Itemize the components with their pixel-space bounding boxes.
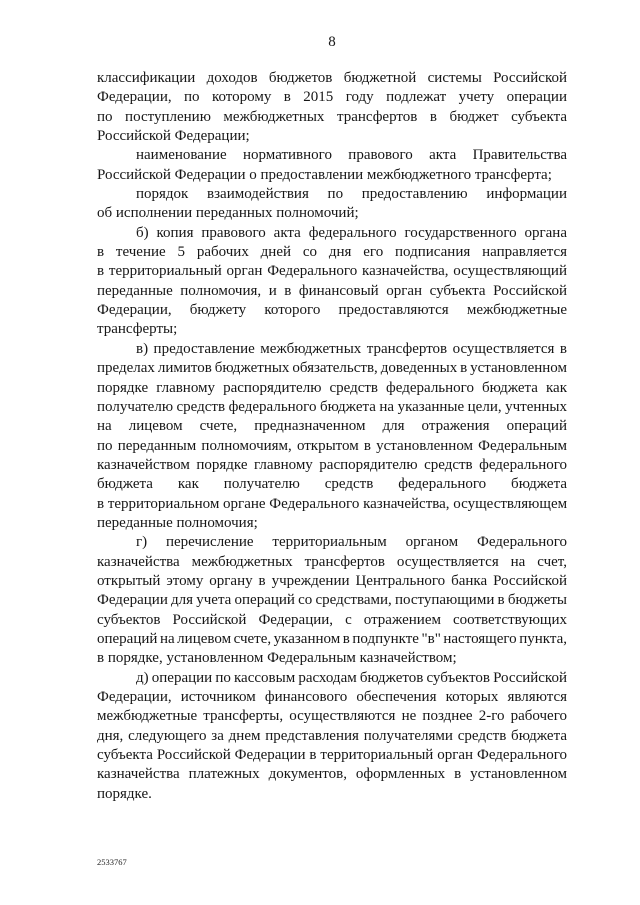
text-line: Федерации, по которому в 2015 году подлежат учету операции [97,89,567,106]
paragraph-revenue-classification [97,69,567,146]
text-line: казначейством порядке главному распорядителю средств федерального [97,456,567,473]
text-line: в порядке, установленном Федеральным казначейством; [97,650,457,667]
text-line: в течение 5 рабочих дней со дня его подписания направляется [97,244,567,261]
text-line: бюджета как получателю средств федерального бюджета [97,476,567,493]
text-line: Федерации для учета операций со средствами, поступающими в бюджеты [97,592,567,609]
text-line: казначейства платежных документов, оформленных в установленном [97,766,567,783]
text-line: б) копия правового акта федерального государственного органа [136,224,567,241]
text-line: об исполнении переданных полномочий; [97,205,359,222]
text-line: субъекта Российской Федерации в территориальный орган Федерального [97,747,567,764]
subitem-b-legal-act-copy [97,224,567,340]
text-line: порядок взаимодействия по предоставлению информации [136,186,567,203]
text-line: операций на лицевом счете, указанном в подпункте "в" настоящего пункта, [97,630,567,647]
text-line: порядке. [97,785,152,802]
text-line: д) операции по кассовым расходам бюджетов субъектов Российской [136,669,567,686]
text-line: получателю средств федерального бюджета на указанные цели, учтенных [97,398,567,415]
text-line: г) перечисление территориальным органом Федерального [136,534,567,551]
text-line: наименование нормативного правового акта Правительства [136,147,567,164]
text-line: порядке главному распорядителю средств федерального бюджета как [97,379,567,396]
paragraph-legal-act-name [97,146,567,185]
text-line: Российской Федерации о предоставлении межбюджетного трансферта; [97,166,552,183]
page-number: 8 [328,34,336,50]
text-line: Российской Федерации; [97,128,250,145]
text-line: классификации доходов бюджетов бюджетной системы Российской [97,70,567,86]
subitem-d-cash-operations [97,669,567,804]
text-line: в) предоставление межбюджетных трансфертов осуществляется в [136,340,567,357]
text-line: в территориальный орган Федерального казначейства, осуществляющий [97,263,567,280]
text-line: по переданным полномочиям, открытом в установленном Федеральным [97,437,567,454]
text-line: по поступлению межбюджетных трансфертов в бюджет субъекта [97,108,567,125]
text-line: дня, следующего за днем представления получателями средств бюджета [97,727,567,744]
text-line: пределах лимитов бюджетных обязательств, доведенных в установленном [97,360,567,377]
text-line: в территориальном органе Федерального казначейства, осуществляющем [97,495,568,512]
text-line: переданные полномочия, и в финансовый орган субъекта Российской [97,282,567,299]
text-line: Федерации, источником финансового обеспечения которых являются [97,689,567,705]
text-line: переданные полномочия; [97,514,258,531]
text-line: на лицевом счете, предназначенном для отражения операций [97,418,567,435]
text-line: межбюджетные трансферты, осуществляются не позднее 2-го рабочего [97,708,567,725]
paragraph-interaction-procedure [97,185,567,224]
text-line: трансферты; [97,321,178,338]
subitem-g-transfer-remittance [97,533,567,668]
text-line: Федерации, бюджету которого предоставляются межбюджетные [97,302,567,319]
document-body [97,69,567,804]
text-line: казначейства межбюджетных трансфертов осуществляется на счет, [97,553,567,570]
subitem-v-transfer-provision [97,340,567,533]
document-code: 2533767 [97,857,127,867]
text-line: субъектов Российской Федерации, с отражением соответствующих [97,611,567,628]
text-line: открытый этому органу в учреждении Центрального банка Российской [97,572,567,589]
